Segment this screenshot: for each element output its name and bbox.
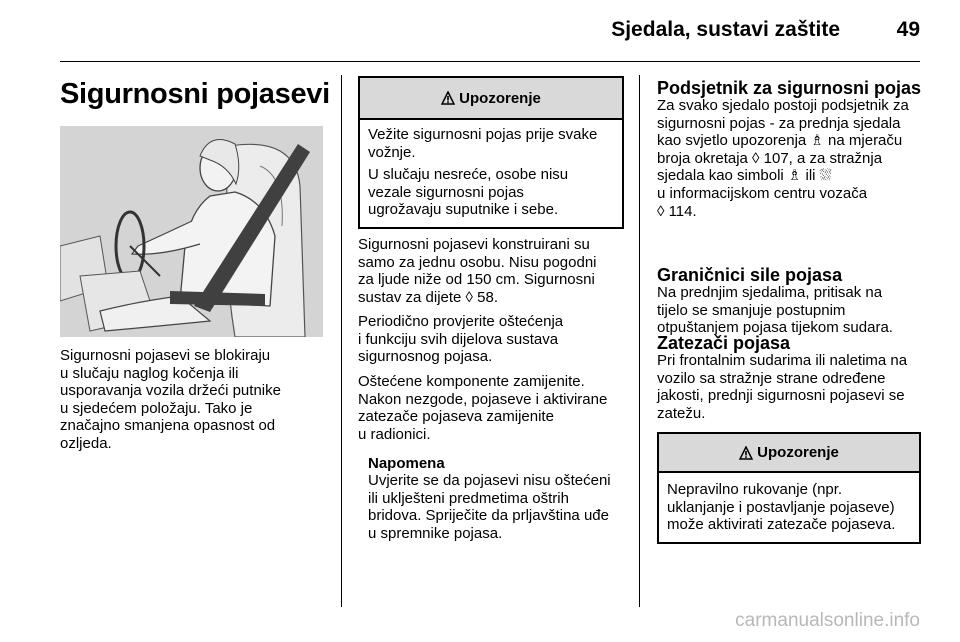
paragraph-force-limiters: Na prednjim sjedalima, pritisak na tijelo se smanjuje postupnim otpuštanjem pojasa tijekom sudara.: [657, 284, 893, 337]
heading-force-limiters: Graničnici sile pojasa: [657, 265, 843, 285]
paragraph-belt-reminder: Za svako sjedalo postoji podsjetnik za sigurnosni pojas - za prednja sjedala kao svjetlo upozorenja ♗ na mjeraču broja okretaja ◊ 107, a za stražnja sjedala kao simboli ♗ ili ⛆ u informacijskom centru vozača ◊ 114.: [657, 97, 909, 220]
running-header-title: Sjedala, sustavi zaštite: [611, 18, 840, 41]
heading-belt-reminder: Podsjetnik za sigurnosni pojas: [657, 78, 922, 98]
column-divider-2: [639, 75, 640, 607]
heading-pretensioners: Zatezači pojasa: [657, 333, 791, 353]
section-title: Sigurnosni pojasevi: [60, 78, 330, 110]
warning-triangle-icon: [441, 91, 455, 105]
paragraph-pretensioners: Pri frontalnim sudarima ili naletima na vozilo sa stražnje strane određene jakosti, prednji sigurnosni pojasevi se zatežu.: [657, 352, 908, 422]
note-title: Napomena: [368, 455, 445, 472]
seatbelt-illustration: [60, 126, 323, 337]
warning-header: [360, 78, 622, 120]
intro-paragraph: Sigurnosni pojasevi se blokiraju u slučaju naglog kočenja ili usporavanja vozila držeći putnike u sjedećem položaju. Tako je značajno smanjena opasnost od ozljeda.: [60, 347, 281, 452]
warning-title: Upozorenje: [459, 89, 541, 107]
header-rule: [60, 61, 920, 62]
note-body: Uvjerite se da pojasevi nisu oštećeni ili uklješteni predmetima oštrih bridova. Spriječite da prljavština uđe u spremnike pojasa.: [368, 472, 611, 542]
warning-box-2: [657, 432, 921, 544]
column-divider-1: [341, 75, 342, 607]
warning-title: Upozorenje: [757, 444, 839, 461]
warning-body: Nepravilno rukovanje (npr. uklanjanje i postavljanje pojaseve) može aktivirati zatezače pojaseva.: [667, 481, 896, 534]
page-number: 49: [896, 18, 920, 41]
warning-box-1: [358, 76, 624, 229]
paragraph-check: Periodično provjerite oštećenja i funkciju svih dijelova sustava sigurnosnog pojasa.: [358, 313, 564, 366]
warning-header: [659, 434, 919, 473]
paragraph-replace: Oštećene komponente zamijenite. Nakon nezgode, pojaseve i aktivirane zatezače pojaseva zamijenite u radionici.: [358, 373, 608, 443]
warning-triangle-icon: [739, 446, 753, 460]
paragraph-construction: Sigurnosni pojasevi konstruirani su samo za jednu osobu. Nisu pogodni za ljude niže od 150 cm. Sigurnosni sustav za dijete ◊ 58.: [358, 236, 597, 306]
watermark: carmanualsonline.info: [735, 610, 920, 631]
seatbelt-drawing: [60, 126, 323, 337]
warning-body: Vežite sigurnosni pojas prije svake vožnje. U slučaju nesreće, osobe nisu vezale sigurnosni pojas ugrožavaju suputnike i sebe.: [368, 126, 598, 219]
